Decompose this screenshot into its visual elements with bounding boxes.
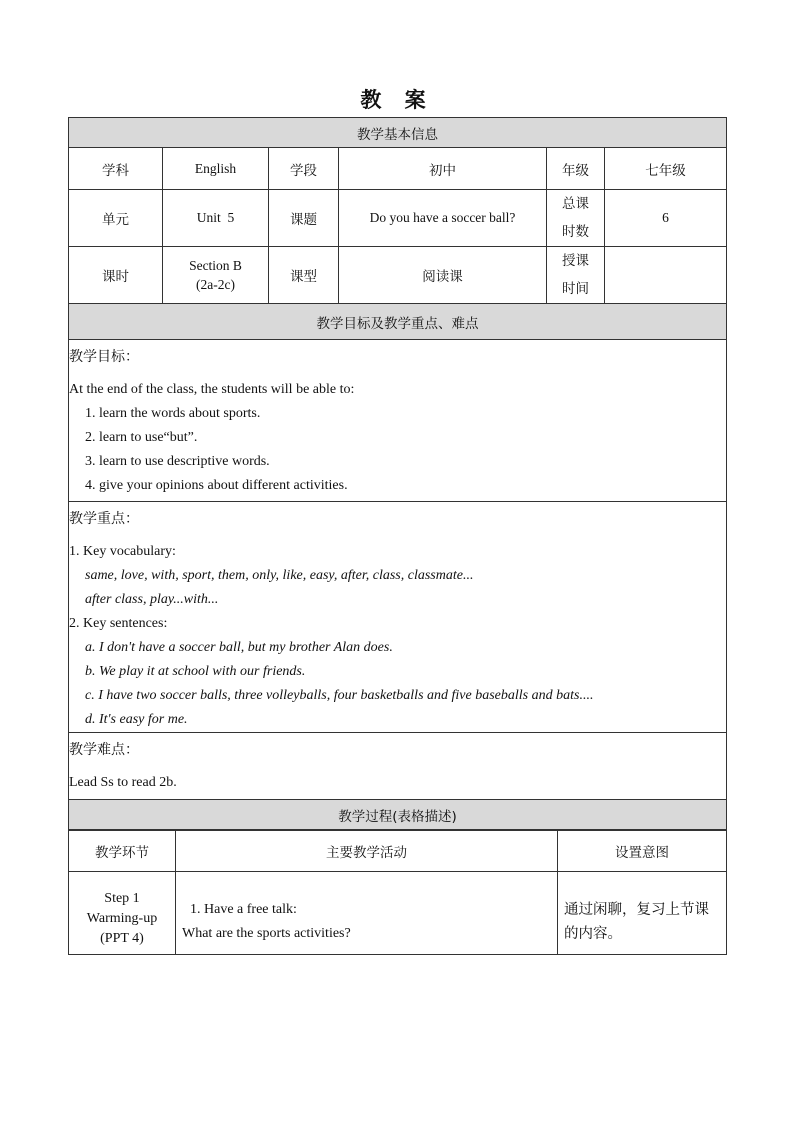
intent-cell: 通过闲聊，复习上节课的内容。 [558,872,727,955]
teach-time-value [605,247,727,304]
period-value [163,247,269,304]
document-title: 教 案 [360,88,434,112]
col-stage-header: 教学环节 [69,830,176,872]
topic-label: 课题 [269,190,339,247]
subject-label: 学科 [69,148,163,190]
grade-value: 七年级 [605,148,727,190]
basic-info-heading: 教学基本信息 [69,118,727,148]
type-label: 课型 [269,247,339,304]
step-slide: (PPT 4) [100,931,144,946]
key-sentence: c. I have two soccer balls, three volleyballs, four basketballs and five baseballs and bats.... [85,688,594,703]
objectives-block [69,340,727,502]
key-sentence: b. We play it at school with our friends. [85,664,306,679]
col-intent-header: 设置意图 [558,830,727,872]
stage-value: 初中 [339,148,547,190]
activity-line: 1. Have a free talk: [190,902,297,917]
activity-line: What are the sports activities? [182,926,351,941]
process-heading: 教学过程(表格描述) [69,800,727,831]
stage-label: 学段 [269,148,339,190]
objectives-intro: At the end of the class, the students will be able to: [69,382,355,397]
subject-value: English [163,148,269,190]
objective-item: 4. give your opinions about different activities. [85,478,348,493]
key-sentence: d. It's easy for me. [85,712,188,727]
teach-time-label-line1: 授课 [562,253,589,269]
key-vocabulary-line: same, love, with, sport, them, only, like, easy, after, class, classmate... [85,568,474,583]
difficulty-text: Lead Ss to read 2b. [69,775,177,790]
topic-value: Do you have a soccer ball? [339,190,547,247]
table-row [69,872,727,955]
col-activity-header: 主要教学活动 [176,830,558,872]
difficulty-block [69,733,727,800]
key-points-title: 教学重点： [69,511,139,527]
key-points-block [69,502,727,733]
difficulty-title: 教学难点： [69,742,139,758]
key-vocabulary-label: 1. Key vocabulary: [69,544,176,559]
period-value-line2: (2a-2c) [196,277,235,292]
period-label: 课时 [69,247,163,304]
unit-value: Unit 5 [163,190,269,247]
step-number: Step 1 [104,891,140,906]
type-value: 阅读课 [339,247,547,304]
key-sentences-label: 2. Key sentences: [69,616,168,631]
objective-item: 3. learn to use descriptive words. [85,454,270,469]
activity-cell [176,872,558,955]
total-hours-label-line2: 时数 [562,224,589,240]
step-name: Warming-up [86,911,158,926]
unit-label: 单元 [69,190,163,247]
lesson-plan-table [68,117,727,831]
total-hours-label [547,190,605,247]
total-hours-label-line1: 总课 [562,196,589,212]
objectives-title: 教学目标： [69,349,139,365]
teach-time-label-line2: 时间 [562,281,589,297]
key-sentence: a. I don't have a soccer ball, but my brother Alan does. [85,640,393,655]
total-hours-value: 6 [605,190,727,247]
objective-item: 2. learn to use“but”. [85,430,198,445]
grade-label: 年级 [547,148,605,190]
goals-heading: 教学目标及教学重点、难点 [69,304,727,340]
teach-time-label [547,247,605,304]
period-value-line1: Section B [189,258,242,273]
key-vocabulary-line: after class, play...with... [85,592,219,607]
process-table [68,829,727,955]
objective-item: 1. learn the words about sports. [85,406,261,421]
step-cell [69,872,176,955]
